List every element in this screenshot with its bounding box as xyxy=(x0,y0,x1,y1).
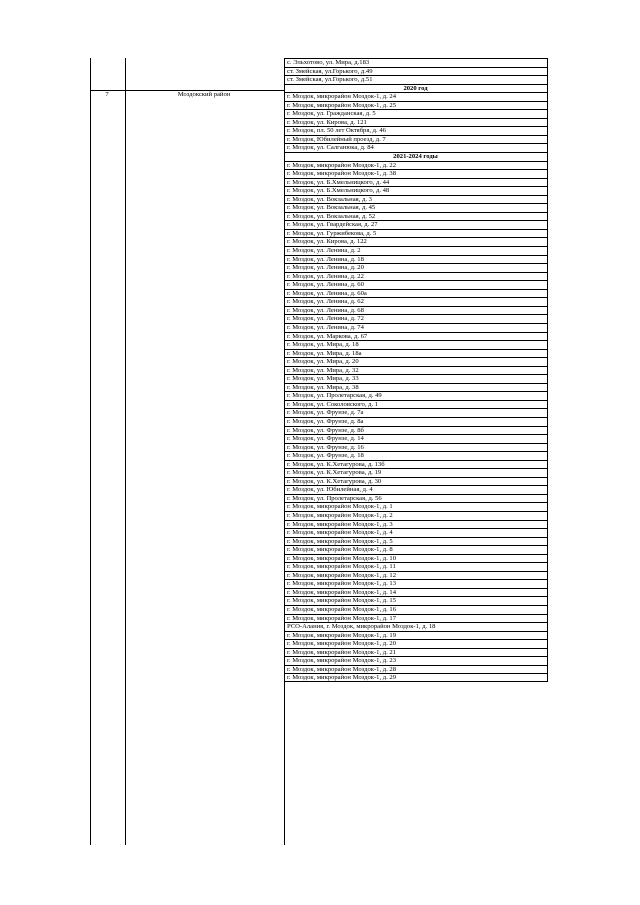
address-row: г. Моздок, микрорайон Моздок-1, д. 1 xyxy=(284,502,548,511)
address-row: г. Моздок, микрорайон Моздок-1, д. 16 xyxy=(284,605,548,614)
address-row: г. Моздок, ул. Ленина, д. 22 xyxy=(284,272,548,281)
address-row: г. Моздок, микрорайон Моздок-1, д. 3 xyxy=(284,520,548,529)
address-row: г. Моздок, ул. Соколовского, д. 1 xyxy=(284,400,548,409)
address-row: г. Моздок, ул. Фрунзе, д. 7а xyxy=(284,408,548,417)
address-row: г. Моздок, ул. Мира, д. 32 xyxy=(284,366,548,375)
section-number: 7 xyxy=(105,91,109,98)
address-row: г. Моздок, ул. Ленина, д. 62 xyxy=(284,297,548,306)
address-row: г. Моздок, микрорайон Моздок-1, д. 12 xyxy=(284,571,548,580)
address-row: г. Моздок, ул. Маркова, д. 67 xyxy=(284,332,548,341)
address-row: г. Моздок, ул. К.Хетагурова, д. 19 xyxy=(284,468,548,477)
address-row: г. Моздок, микрорайон Моздок-1, д. 11 xyxy=(284,562,548,571)
address-row: г. Моздок, микрорайон Моздок-1, д. 22 xyxy=(284,161,548,170)
address-row: г. Моздок, ул. Ленина, д. 60 xyxy=(284,280,548,289)
address-column xyxy=(284,58,548,682)
address-row: г. Моздок, Юбилейный проезд, д. 7 xyxy=(284,135,548,144)
address-row: г. Моздок, микрорайон Моздок-1, д. 13 xyxy=(284,579,548,588)
address-row: г. Моздок, ул. К.Хетагурова, д. 30 xyxy=(284,477,548,486)
address-row: г. Моздок, микрорайон Моздок-1, д. 4 xyxy=(284,528,548,537)
address-row: г. Моздок, ул. Гражданская, д. 5 xyxy=(284,109,548,118)
address-row: ст. Змейская, ул.Горького, д.49 xyxy=(284,67,548,76)
address-row: г. Моздок, микрорайон Моздок-1, д. 38 xyxy=(284,169,548,178)
address-row: г. Моздок, микрорайон Моздок-1, д. 24 xyxy=(284,92,548,101)
address-row: г. Моздок, микрорайон Моздок-1, д. 17 xyxy=(284,614,548,623)
address-row: г. Моздок, микрорайон Моздок-1, д. 21 xyxy=(284,648,548,657)
address-row: г. Моздок, ул. Вокзальная, д. 52 xyxy=(284,212,548,221)
address-row: г. Моздок, ул. Мира, д. 18а xyxy=(284,349,548,358)
address-row: г. Моздок, микрорайон Моздок-1, д. 14 xyxy=(284,588,548,597)
address-row: г. Моздок, микрорайон Моздок-1, д. 20 xyxy=(284,639,548,648)
address-row: г. Моздок, ул. К.Хетагурова, д. 13б xyxy=(284,460,548,469)
address-row: г. Моздок, ул. Фрунзе, д. 14 xyxy=(284,434,548,443)
address-row: г. Моздок, ул. Салганюка, д. 84 xyxy=(284,143,548,152)
address-row: г. Моздок, ул. Кирова, д. 121 xyxy=(284,118,548,127)
address-row: г. Моздок, ул. Ленина, д. 68 xyxy=(284,306,548,315)
address-row: г. Моздок, ул. Мира, д. 38 xyxy=(284,383,548,392)
address-row: ст. Змейская, ул.Горького, д.51 xyxy=(284,75,548,84)
address-row: г. Моздок, ул. Ленина, д. 18 xyxy=(284,255,548,264)
address-row: г. Моздок, микрорайон Моздок-1, д. 15 xyxy=(284,596,548,605)
address-row: РСО-Алания, г. Моздок, микрорайон Моздок-1, д. 18 xyxy=(284,622,548,631)
address-row: г. Моздок, ул. Фрунзе, д. 18 xyxy=(284,451,548,460)
address-row: г. Моздок, ул. Пролетарская, д. 56 xyxy=(284,494,548,503)
address-row: г. Моздок, ул. Мира, д. 18 xyxy=(284,340,548,349)
address-row: г. Моздок, микрорайон Моздок-1, д. 2 xyxy=(284,511,548,520)
address-row: г. Моздок, ул. Кирова, д. 122 xyxy=(284,237,548,246)
address-row: г. Моздок, ул. Мира, д. 20 xyxy=(284,357,548,366)
address-row: г. Моздок, микрорайон Моздок-1, д. 8 xyxy=(284,545,548,554)
address-row: г. Моздок, ул. Ленина, д. 74 xyxy=(284,323,548,332)
address-row: г. Моздок, ул. Гвардейская, д. 27 xyxy=(284,220,548,229)
address-row: г. Моздок, ул. Гуржибекова, д. 5 xyxy=(284,229,548,238)
address-row: г. Моздок, ул. Б.Хмельницкого, д. 48 xyxy=(284,186,548,195)
address-row: г. Моздок, микрорайон Моздок-1, д. 25 xyxy=(284,101,548,110)
year-header: 2020 год xyxy=(284,84,548,93)
address-row: г. Моздок, ул. Пролетарская, д. 49 xyxy=(284,391,548,400)
address-row: с. Эльхотово, ул. Мира, д.183 xyxy=(284,58,548,67)
address-row: г. Моздок, ул. Вокзальная, д. 45 xyxy=(284,203,548,212)
address-row: г. Моздок, ул. Фрунзе, д. 8а xyxy=(284,417,548,426)
address-row: г. Моздок, микрорайон Моздок-1, д. 5 xyxy=(284,537,548,546)
address-row: г. Моздок, микрорайон Моздок-1, д. 10 xyxy=(284,554,548,563)
address-row: г. Моздок, пл. 50 лет Октября, д. 46 xyxy=(284,126,548,135)
year-header: 2021-2024 годы xyxy=(284,152,548,161)
address-row: г. Моздок, микрорайон Моздок-1, д. 28 xyxy=(284,665,548,674)
address-row: г. Моздок, микрорайон Моздок-1, д. 19 xyxy=(284,631,548,640)
address-row: г. Моздок, микрорайон Моздок-1, д. 23 xyxy=(284,656,548,665)
address-row: г. Моздок, ул. Юбилейная, д. 4 xyxy=(284,485,548,494)
address-row: г. Моздок, ул. Вокзальная, д. 3 xyxy=(284,195,548,204)
address-row: г. Моздок, ул. Фрунзе, д. 8б xyxy=(284,426,548,435)
district-name: Моздокский район xyxy=(177,91,231,98)
address-row: г. Моздок, ул. Фрунзе, д. 16 xyxy=(284,443,548,452)
address-row: г. Моздок, ул. Б.Хмельницкого, д. 44 xyxy=(284,178,548,187)
number-column xyxy=(90,58,126,845)
address-row: г. Моздок, ул. Ленина, д. 60а xyxy=(284,289,548,298)
address-row: г. Моздок, ул. Ленина, д. 72 xyxy=(284,314,548,323)
district-column xyxy=(124,58,285,845)
address-row: г. Моздок, ул. Мира, д. 33 xyxy=(284,374,548,383)
address-row: г. Моздок, ул. Ленина, д. 20 xyxy=(284,263,548,272)
address-row: г. Моздок, микрорайон Моздок-1, д. 29 xyxy=(284,673,548,682)
address-row: г. Моздок, ул. Ленина, д. 2 xyxy=(284,246,548,255)
